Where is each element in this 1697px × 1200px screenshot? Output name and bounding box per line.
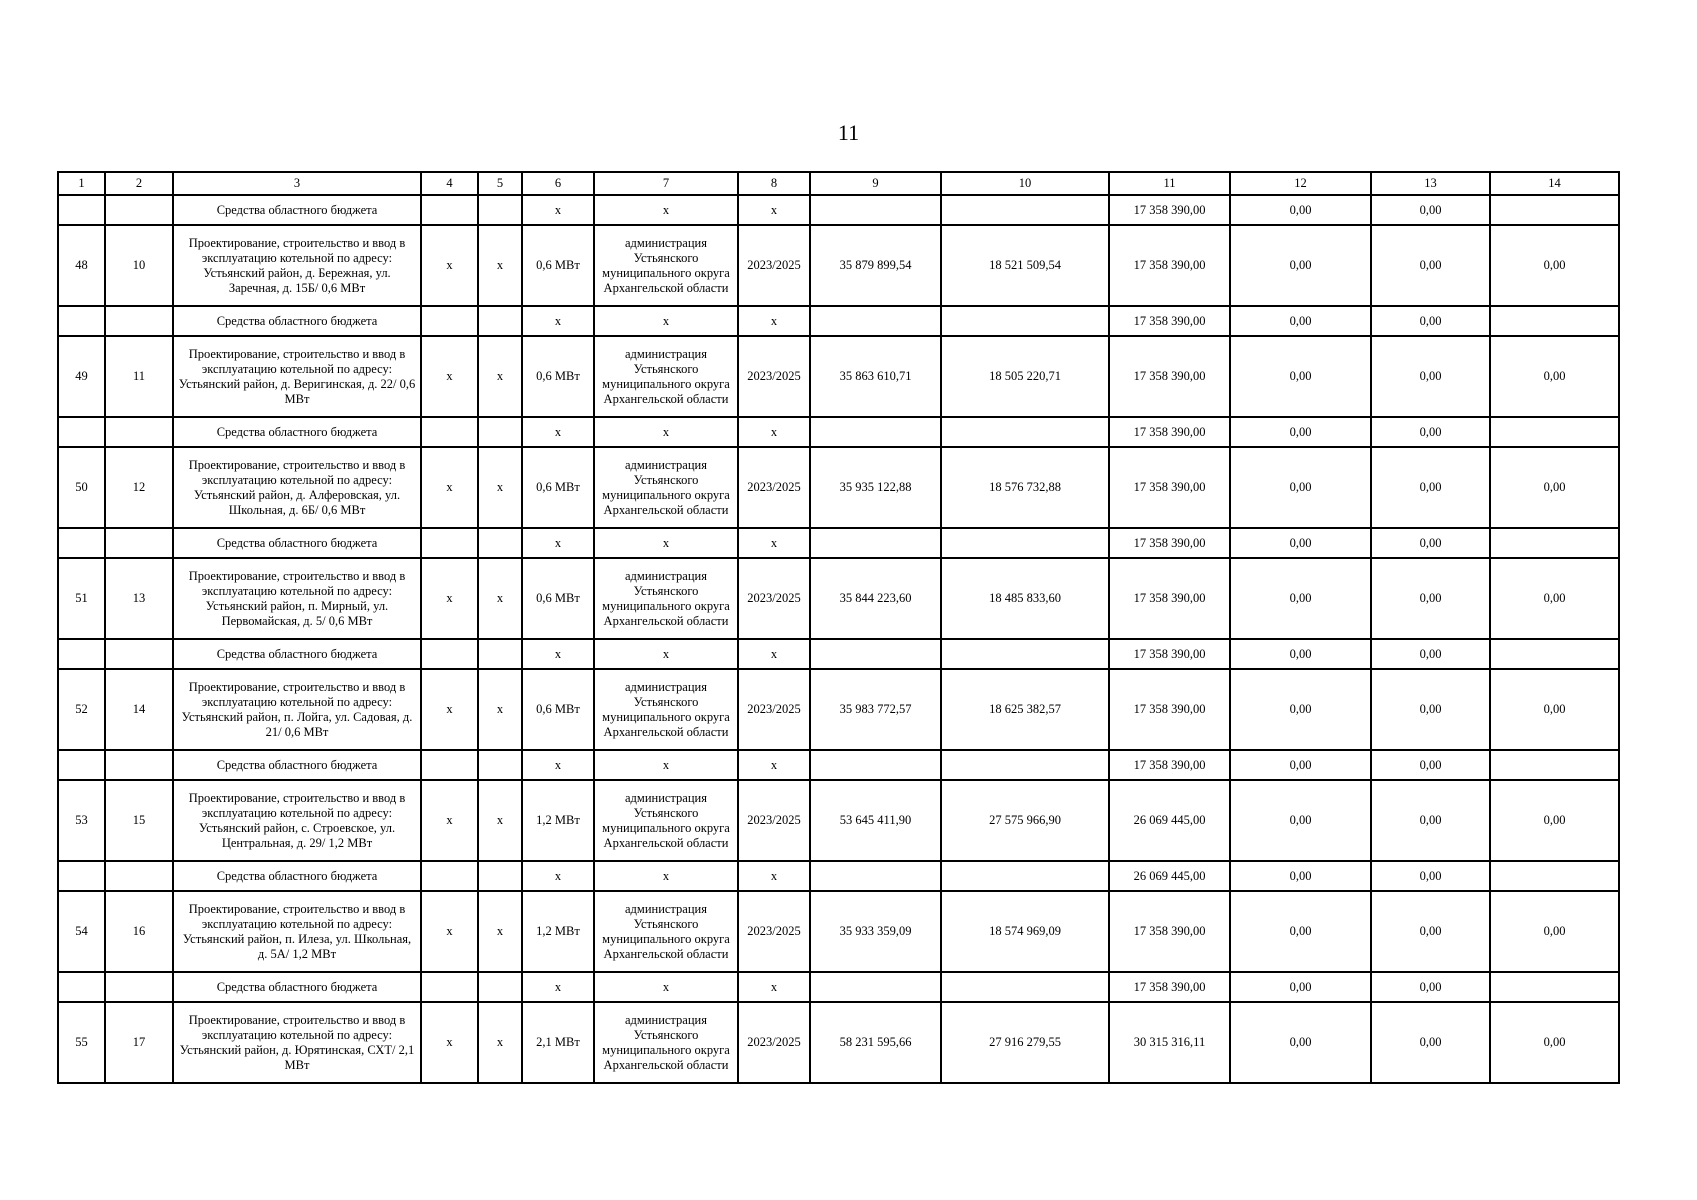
table-cell: 0,00 [1490,669,1619,750]
table-cell: 0,00 [1230,861,1371,891]
table-cell: 2023/2025 [738,225,810,306]
table-cell: х [738,306,810,336]
table-cell: х [594,639,738,669]
table-cell: 17 358 390,00 [1109,750,1230,780]
table-cell [58,528,105,558]
table-cell: 0,00 [1230,780,1371,861]
table-cell [1490,306,1619,336]
table-cell: 0,00 [1371,891,1490,972]
table-cell: администрация Устьянского муниципального округа Архангельской области [594,447,738,528]
table-cell: 2,1 МВт [522,1002,594,1083]
table-cell: 0,00 [1490,336,1619,417]
funding-source-row [58,972,1619,1002]
table-cell: 0,00 [1490,447,1619,528]
table-cell: 27 575 966,90 [941,780,1109,861]
table-cell: администрация Устьянского муниципального округа Архангельской области [594,336,738,417]
table-cell: х [421,336,478,417]
table-cell: 27 916 279,55 [941,1002,1109,1083]
table-cell: 51 [58,558,105,639]
table-cell: 0,6 МВт [522,336,594,417]
table-cell [105,972,173,1002]
table-cell: 18 505 220,71 [941,336,1109,417]
table-cell: 18 576 732,88 [941,447,1109,528]
table-cell: 15 [105,780,173,861]
table-cell [421,639,478,669]
table-cell: 11 [105,336,173,417]
project-row [58,1002,1619,1083]
table-cell: 0,00 [1230,972,1371,1002]
table-cell: х [738,750,810,780]
table-cell: 0,00 [1371,225,1490,306]
table-cell: Средства областного бюджета [173,306,421,336]
page-number: 11 [837,120,860,145]
table-cell: х [421,558,478,639]
table-cell [478,528,522,558]
table-cell: 49 [58,336,105,417]
table-cell: Проектирование, строительство и ввод в эксплуатацию котельной по адресу: Устьянский район, п. Мирный, ул. Первомайская, д. 5/ 0,6 МВт [173,558,421,639]
table-cell: Средства областного бюджета [173,195,421,225]
table-cell: 2023/2025 [738,336,810,417]
table-cell: Проектирование, строительство и ввод в эксплуатацию котельной по адресу: Устьянский район, д. Веригинская, д. 22/ 0,6 МВт [173,336,421,417]
table-cell: 0,00 [1371,639,1490,669]
table-cell: 58 231 595,66 [810,1002,941,1083]
table-cell: администрация Устьянского муниципального округа Архангельской области [594,558,738,639]
table-cell: Проектирование, строительство и ввод в эксплуатацию котельной по адресу: Устьянский район, д. Юрятинская, СХТ/ 2,1 МВт [173,1002,421,1083]
table-cell: х [594,972,738,1002]
project-row [58,891,1619,972]
table-cell: администрация Устьянского муниципального округа Архангельской области [594,891,738,972]
table-cell: 0,00 [1230,306,1371,336]
table-cell [105,306,173,336]
budget-table [57,171,1620,1084]
table-cell: 2023/2025 [738,891,810,972]
table-cell: Средства областного бюджета [173,861,421,891]
column-header: 11 [1109,172,1230,195]
table-cell [105,195,173,225]
table-cell: Средства областного бюджета [173,528,421,558]
table-cell: 26 069 445,00 [1109,780,1230,861]
table-cell: 35 983 772,57 [810,669,941,750]
table-cell [941,417,1109,447]
table-cell: 30 315 316,11 [1109,1002,1230,1083]
table-cell: 50 [58,447,105,528]
column-header: 9 [810,172,941,195]
table-cell [421,750,478,780]
table-cell [810,639,941,669]
table-cell: 0,00 [1230,639,1371,669]
table-cell: 35 879 899,54 [810,225,941,306]
table-cell: 17 358 390,00 [1109,639,1230,669]
table-cell: х [478,669,522,750]
table-cell: 0,00 [1490,1002,1619,1083]
table-cell: 0,00 [1490,225,1619,306]
table-cell: 0,00 [1371,750,1490,780]
table-cell: х [421,669,478,750]
table-cell: 17 358 390,00 [1109,336,1230,417]
table-cell: х [738,861,810,891]
table-cell: х [421,225,478,306]
table-cell: х [478,447,522,528]
table-cell: 1,2 МВт [522,891,594,972]
column-header: 14 [1490,172,1619,195]
table-cell: х [522,528,594,558]
table-cell: 0,00 [1230,558,1371,639]
table-cell: 17 358 390,00 [1109,225,1230,306]
table-cell: 0,00 [1230,528,1371,558]
table-cell: 0,00 [1371,1002,1490,1083]
table-cell [1490,417,1619,447]
table-cell: х [421,891,478,972]
table-cell: 0,00 [1371,861,1490,891]
table-cell [58,750,105,780]
table-cell: 35 863 610,71 [810,336,941,417]
table-cell [478,972,522,1002]
table-cell: х [421,447,478,528]
table-cell: 0,6 МВт [522,669,594,750]
table-cell: 0,00 [1490,780,1619,861]
table-cell [478,195,522,225]
table-cell: 17 358 390,00 [1109,195,1230,225]
table-cell: х [478,225,522,306]
column-header: 2 [105,172,173,195]
table-cell: 0,00 [1371,780,1490,861]
table-cell: администрация Устьянского муниципального округа Архангельской области [594,1002,738,1083]
table-cell: х [594,306,738,336]
table-cell: 2023/2025 [738,447,810,528]
table-cell: 10 [105,225,173,306]
table-cell: 35 935 122,88 [810,447,941,528]
table-cell [941,861,1109,891]
column-header: 6 [522,172,594,195]
project-row [58,558,1619,639]
funding-source-row [58,417,1619,447]
table-cell: 0,00 [1230,225,1371,306]
table-cell: 17 358 390,00 [1109,669,1230,750]
table-cell: 48 [58,225,105,306]
column-header: 7 [594,172,738,195]
table-cell [810,417,941,447]
project-row [58,336,1619,417]
column-header: 3 [173,172,421,195]
table-cell [421,306,478,336]
table-cell [105,417,173,447]
table-cell: 53 [58,780,105,861]
table-cell: х [522,195,594,225]
funding-source-row [58,528,1619,558]
table-cell: 0,00 [1371,972,1490,1002]
table-cell: 0,00 [1371,417,1490,447]
table-cell: 26 069 445,00 [1109,861,1230,891]
table-cell: х [522,417,594,447]
table-cell: х [594,417,738,447]
table-cell [810,306,941,336]
table-cell: администрация Устьянского муниципального округа Архангельской области [594,780,738,861]
table-cell: х [478,558,522,639]
table-cell: 0,00 [1230,447,1371,528]
table-cell [421,861,478,891]
project-row [58,225,1619,306]
table-cell [478,861,522,891]
table-cell: 0,00 [1230,417,1371,447]
table-cell: 17 358 390,00 [1109,891,1230,972]
column-header: 5 [478,172,522,195]
table-cell [478,639,522,669]
table-cell: 0,00 [1230,1002,1371,1083]
table-cell: 0,00 [1230,195,1371,225]
table-cell [941,306,1109,336]
table-cell: 1,2 МВт [522,780,594,861]
table-cell: Средства областного бюджета [173,639,421,669]
table-cell [1490,195,1619,225]
column-header: 12 [1230,172,1371,195]
table-cell: 0,00 [1230,336,1371,417]
table-cell: х [738,195,810,225]
funding-source-row [58,195,1619,225]
table-cell: 17 358 390,00 [1109,972,1230,1002]
table-cell [58,639,105,669]
table-cell: 0,00 [1371,306,1490,336]
table-cell [421,195,478,225]
table-header [58,172,1619,195]
table-cell: 17 [105,1002,173,1083]
table-cell [105,528,173,558]
table-cell: х [738,528,810,558]
table-cell [478,306,522,336]
project-row [58,447,1619,528]
table-cell: 18 521 509,54 [941,225,1109,306]
table-cell: х [522,750,594,780]
table-cell: 0,00 [1371,336,1490,417]
column-header: 10 [941,172,1109,195]
column-header: 1 [58,172,105,195]
table-cell: 0,6 МВт [522,225,594,306]
table-cell: 18 625 382,57 [941,669,1109,750]
table-cell: 35 844 223,60 [810,558,941,639]
table-cell: Средства областного бюджета [173,972,421,1002]
table-cell: 0,00 [1371,528,1490,558]
table-cell: х [738,639,810,669]
table-cell: 0,00 [1371,669,1490,750]
column-header: 13 [1371,172,1490,195]
table-cell: 2023/2025 [738,780,810,861]
column-header: 4 [421,172,478,195]
table-cell: 53 645 411,90 [810,780,941,861]
table-cell: х [594,528,738,558]
project-row [58,669,1619,750]
table-cell: х [522,861,594,891]
table-cell [1490,972,1619,1002]
column-header: 8 [738,172,810,195]
table-cell: Проектирование, строительство и ввод в эксплуатацию котельной по адресу: Устьянский район, п. Илеза, ул. Школьная, д. 5А/ 1,2 МВт [173,891,421,972]
table-cell: 17 358 390,00 [1109,528,1230,558]
table-cell [810,750,941,780]
table-cell: 0,00 [1371,195,1490,225]
table-cell [941,195,1109,225]
table-cell: 0,00 [1490,558,1619,639]
table-cell: 0,00 [1371,558,1490,639]
table-cell: 14 [105,669,173,750]
table-cell [941,750,1109,780]
table-cell [105,861,173,891]
funding-source-row [58,306,1619,336]
table-cell: 35 933 359,09 [810,891,941,972]
table-cell [478,417,522,447]
table-cell: 0,00 [1230,891,1371,972]
table-cell [810,195,941,225]
table-cell [58,861,105,891]
table-cell: х [522,306,594,336]
table-cell: администрация Устьянского муниципального округа Архангельской области [594,225,738,306]
table-cell [58,417,105,447]
table-cell [941,528,1109,558]
header-row [58,172,1619,195]
funding-source-row [58,750,1619,780]
table-cell: 2023/2025 [738,1002,810,1083]
table-cell: х [478,891,522,972]
table-cell: 17 358 390,00 [1109,306,1230,336]
table-cell: 0,6 МВт [522,447,594,528]
project-row [58,780,1619,861]
table-cell: 2023/2025 [738,558,810,639]
table-cell: 0,00 [1371,447,1490,528]
table-cell [58,306,105,336]
table-cell: 12 [105,447,173,528]
table-cell: Проектирование, строительство и ввод в эксплуатацию котельной по адресу: Устьянский район, д. Алферовская, ул. Школьная, д. 6Б/ 0,6 МВт [173,447,421,528]
table-cell: х [421,1002,478,1083]
table-cell [421,528,478,558]
table-cell [58,972,105,1002]
table-cell: 0,00 [1230,750,1371,780]
table-cell: 13 [105,558,173,639]
table-cell: 52 [58,669,105,750]
table-cell [941,972,1109,1002]
table-cell: х [594,750,738,780]
table-cell: х [594,861,738,891]
table-cell: 18 574 969,09 [941,891,1109,972]
table-cell: х [478,336,522,417]
table-cell: х [478,780,522,861]
table-cell: 17 358 390,00 [1109,558,1230,639]
table-cell [941,639,1109,669]
funding-source-row [58,861,1619,891]
table-cell: администрация Устьянского муниципального округа Архангельской области [594,669,738,750]
table-cell: Проектирование, строительство и ввод в эксплуатацию котельной по адресу: Устьянский район, д. Бережная, ул. Заречная, д. 15Б/ 0,6 МВт [173,225,421,306]
table-cell: 18 485 833,60 [941,558,1109,639]
table-cell [105,639,173,669]
table-cell: Проектирование, строительство и ввод в эксплуатацию котельной по адресу: Устьянский район, с. Строевское, ул. Центральная, д. 29/ 1,2 МВт [173,780,421,861]
table-cell [105,750,173,780]
table-cell: 0,00 [1230,669,1371,750]
table-cell: Средства областного бюджета [173,750,421,780]
table-cell [810,861,941,891]
table-body [58,195,1619,1083]
table-cell [810,972,941,1002]
table-cell: х [594,195,738,225]
table-cell: х [738,972,810,1002]
table-cell [58,195,105,225]
table-cell: 16 [105,891,173,972]
table-cell: 17 358 390,00 [1109,417,1230,447]
table-cell: х [478,1002,522,1083]
table-cell [478,750,522,780]
table-cell [1490,861,1619,891]
table-cell [421,972,478,1002]
table-cell: х [738,417,810,447]
table-cell: х [421,780,478,861]
table-cell: х [522,639,594,669]
table-cell: Проектирование, строительство и ввод в эксплуатацию котельной по адресу: Устьянский район, п. Лойга, ул. Садовая, д. 21/ 0,6 МВт [173,669,421,750]
table-cell: 54 [58,891,105,972]
table-cell: 2023/2025 [738,669,810,750]
table-cell: 17 358 390,00 [1109,447,1230,528]
table-cell [421,417,478,447]
table-cell: х [522,972,594,1002]
table-cell [1490,750,1619,780]
table-cell [810,528,941,558]
table-cell [1490,639,1619,669]
table-cell [1490,528,1619,558]
funding-source-row [58,639,1619,669]
table-cell: Средства областного бюджета [173,417,421,447]
table-cell: 55 [58,1002,105,1083]
table-cell: 0,6 МВт [522,558,594,639]
table-cell: 0,00 [1490,891,1619,972]
